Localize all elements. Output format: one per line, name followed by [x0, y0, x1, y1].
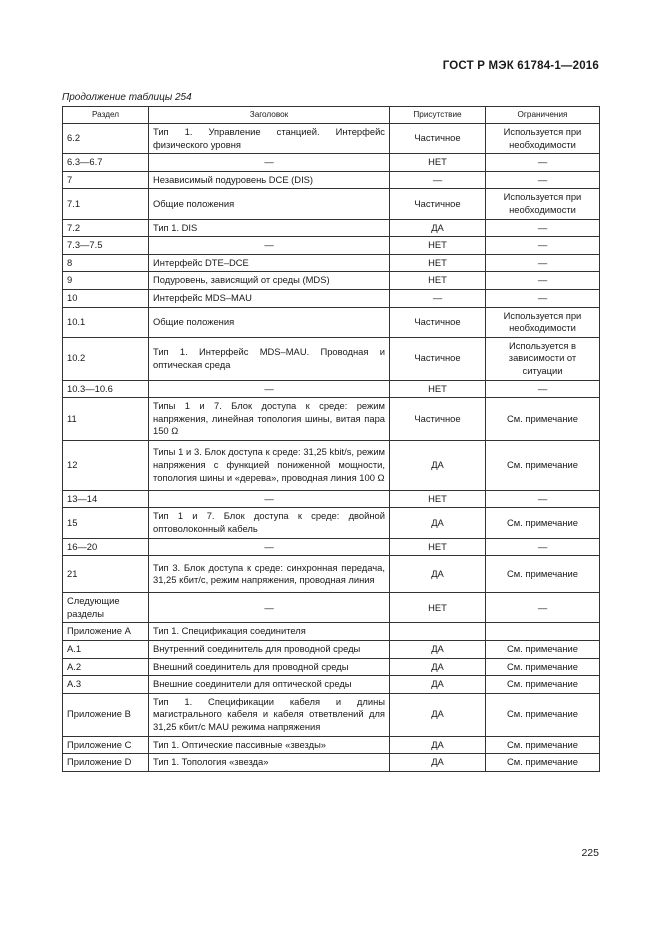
table-row: [63, 641, 600, 659]
spec-table: [62, 106, 600, 772]
table-row: [63, 289, 600, 307]
cell-presence: НЕТ: [390, 237, 486, 255]
table-header-row: [63, 107, 600, 124]
cell-title: Типы 1 и 7. Блок доступа к среде: режим напряжения, линейная топология шины, витая пара 150 Ω: [149, 398, 390, 441]
table-row: [63, 658, 600, 676]
column-header-title: Заголовок: [149, 107, 390, 124]
cell-presence: НЕТ: [390, 154, 486, 172]
cell-presence: Частичное: [390, 337, 486, 380]
cell-section: 11: [63, 398, 149, 441]
document-id: ГОСТ Р МЭК 61784-1—2016: [442, 60, 599, 72]
cell-presence: ДА: [390, 508, 486, 538]
cell-title: Тип 3. Блок доступа к среде: синхронная передача, 31,25 кбит/с, режим напряжения, проводная линия: [149, 556, 390, 593]
column-header-section: Раздел: [63, 107, 149, 124]
cell-section: 7.3—7.5: [63, 237, 149, 255]
cell-title: Тип 1. Управление станцией. Интерфейс физического уровня: [149, 124, 390, 154]
table-row: [63, 337, 600, 380]
cell-section: Следующие разделы: [63, 593, 149, 623]
cell-presence: —: [390, 171, 486, 189]
cell-limits: —: [486, 254, 600, 272]
cell-limits: Используется при необходимости: [486, 124, 600, 154]
cell-title: Подуровень, зависящий от среды (MDS): [149, 272, 390, 290]
table-row: [63, 736, 600, 754]
table-caption: Продолжение таблицы 254: [62, 92, 192, 103]
cell-presence: НЕТ: [390, 593, 486, 623]
cell-limits: —: [486, 538, 600, 556]
cell-presence: НЕТ: [390, 380, 486, 398]
column-header-presence: Присутствие: [390, 107, 486, 124]
cell-limits: См. примечание: [486, 556, 600, 593]
cell-title: Общие положения: [149, 307, 390, 337]
cell-section: A.3: [63, 676, 149, 694]
cell-title: Внутренний соединитель для проводной среды: [149, 641, 390, 659]
cell-section: 8: [63, 254, 149, 272]
cell-limits: —: [486, 289, 600, 307]
cell-limits: [486, 623, 600, 641]
cell-presence: ДА: [390, 440, 486, 490]
cell-section: A.1: [63, 641, 149, 659]
table-row: [63, 171, 600, 189]
cell-section: 15: [63, 508, 149, 538]
cell-section: Приложение B: [63, 693, 149, 736]
cell-title: Тип 1. Интерфейс MDS–MAU. Проводная и оптическая среда: [149, 337, 390, 380]
cell-presence: Частичное: [390, 398, 486, 441]
cell-section: A.2: [63, 658, 149, 676]
cell-presence: Частичное: [390, 189, 486, 219]
cell-title: —: [149, 538, 390, 556]
cell-title: Тип 1. Топология «звезда»: [149, 754, 390, 772]
table-row: [63, 154, 600, 172]
cell-presence: ДА: [390, 556, 486, 593]
cell-section: 7: [63, 171, 149, 189]
table-row: [63, 693, 600, 736]
cell-limits: —: [486, 171, 600, 189]
cell-presence: НЕТ: [390, 254, 486, 272]
table-row: [63, 754, 600, 772]
cell-section: 10: [63, 289, 149, 307]
cell-section: 9: [63, 272, 149, 290]
cell-presence: Частичное: [390, 124, 486, 154]
cell-title: —: [149, 380, 390, 398]
table-row: [63, 623, 600, 641]
table-row: [63, 272, 600, 290]
cell-presence: ДА: [390, 736, 486, 754]
cell-limits: —: [486, 237, 600, 255]
table-row: [63, 398, 600, 441]
cell-title: Интерфейс MDS–MAU: [149, 289, 390, 307]
cell-section: 7.2: [63, 219, 149, 237]
cell-presence: ДА: [390, 641, 486, 659]
cell-limits: См. примечание: [486, 693, 600, 736]
cell-title: Общие положения: [149, 189, 390, 219]
cell-limits: См. примечание: [486, 676, 600, 694]
cell-section: 16—20: [63, 538, 149, 556]
table-row: [63, 556, 600, 593]
cell-limits: —: [486, 272, 600, 290]
cell-limits: —: [486, 154, 600, 172]
cell-section: 13—14: [63, 490, 149, 508]
cell-presence: НЕТ: [390, 272, 486, 290]
cell-title: Тип 1. Спецификации кабеля и длины магистрального кабеля и кабеля ответвлений для 31,25 кбит/с MAU режима напряжения: [149, 693, 390, 736]
cell-title: —: [149, 490, 390, 508]
cell-limits: См. примечание: [486, 736, 600, 754]
cell-section: 10.1: [63, 307, 149, 337]
cell-section: Приложение C: [63, 736, 149, 754]
table-row: [63, 490, 600, 508]
cell-section: 7.1: [63, 189, 149, 219]
table-row: [63, 307, 600, 337]
cell-limits: См. примечание: [486, 641, 600, 659]
cell-limits: Используется при необходимости: [486, 189, 600, 219]
table-body: [63, 124, 600, 772]
cell-section: 10.2: [63, 337, 149, 380]
cell-limits: См. примечание: [486, 508, 600, 538]
cell-title: —: [149, 154, 390, 172]
table-row: [63, 237, 600, 255]
table-row: [63, 189, 600, 219]
cell-presence: ДА: [390, 658, 486, 676]
cell-limits: —: [486, 219, 600, 237]
cell-section: 12: [63, 440, 149, 490]
cell-presence: НЕТ: [390, 538, 486, 556]
cell-limits: —: [486, 380, 600, 398]
cell-presence: ДА: [390, 754, 486, 772]
cell-title: Тип 1 и 7. Блок доступа к среде: двойной оптоволоконный кабель: [149, 508, 390, 538]
cell-section: 6.2: [63, 124, 149, 154]
cell-title: —: [149, 237, 390, 255]
cell-title: Внешние соединители для оптической среды: [149, 676, 390, 694]
cell-presence: НЕТ: [390, 490, 486, 508]
cell-presence: Частичное: [390, 307, 486, 337]
cell-section: 10.3—10.6: [63, 380, 149, 398]
table-row: [63, 538, 600, 556]
cell-title: Независимый подуровень DCE (DIS): [149, 171, 390, 189]
table-row: [63, 593, 600, 623]
cell-presence: ДА: [390, 676, 486, 694]
cell-presence: —: [390, 289, 486, 307]
cell-limits: Используется при необходимости: [486, 307, 600, 337]
table-row: [63, 219, 600, 237]
cell-title: Тип 1. Спецификация соединителя: [149, 623, 390, 641]
cell-section: 21: [63, 556, 149, 593]
cell-section: 6.3—6.7: [63, 154, 149, 172]
cell-limits: См. примечание: [486, 398, 600, 441]
cell-limits: Используется в зависимости от ситуации: [486, 337, 600, 380]
cell-title: Тип 1. Оптические пассивные «звезды»: [149, 736, 390, 754]
cell-title: —: [149, 593, 390, 623]
cell-limits: См. примечание: [486, 754, 600, 772]
table-row: [63, 676, 600, 694]
cell-section: Приложение A: [63, 623, 149, 641]
cell-title: Типы 1 и 3. Блок доступа к среде: 31,25 kbit/s, режим напряжения с функцией пониженной мощности, топология шины и «дерева», проводная линия 100 Ω: [149, 440, 390, 490]
column-header-limits: Ограничения: [486, 107, 600, 124]
cell-limits: —: [486, 490, 600, 508]
page-number: 225: [581, 847, 599, 859]
cell-presence: ДА: [390, 693, 486, 736]
cell-presence: ДА: [390, 219, 486, 237]
table-row: [63, 254, 600, 272]
table-row: [63, 380, 600, 398]
table-row: [63, 508, 600, 538]
cell-title: Тип 1. DIS: [149, 219, 390, 237]
cell-section: Приложение D: [63, 754, 149, 772]
cell-presence: [390, 623, 486, 641]
cell-title: Внешний соединитель для проводной среды: [149, 658, 390, 676]
table-row: [63, 440, 600, 490]
cell-limits: См. примечание: [486, 658, 600, 676]
table-row: [63, 124, 600, 154]
cell-limits: —: [486, 593, 600, 623]
cell-title: Интерфейс DTE–DCE: [149, 254, 390, 272]
cell-limits: См. примечание: [486, 440, 600, 490]
